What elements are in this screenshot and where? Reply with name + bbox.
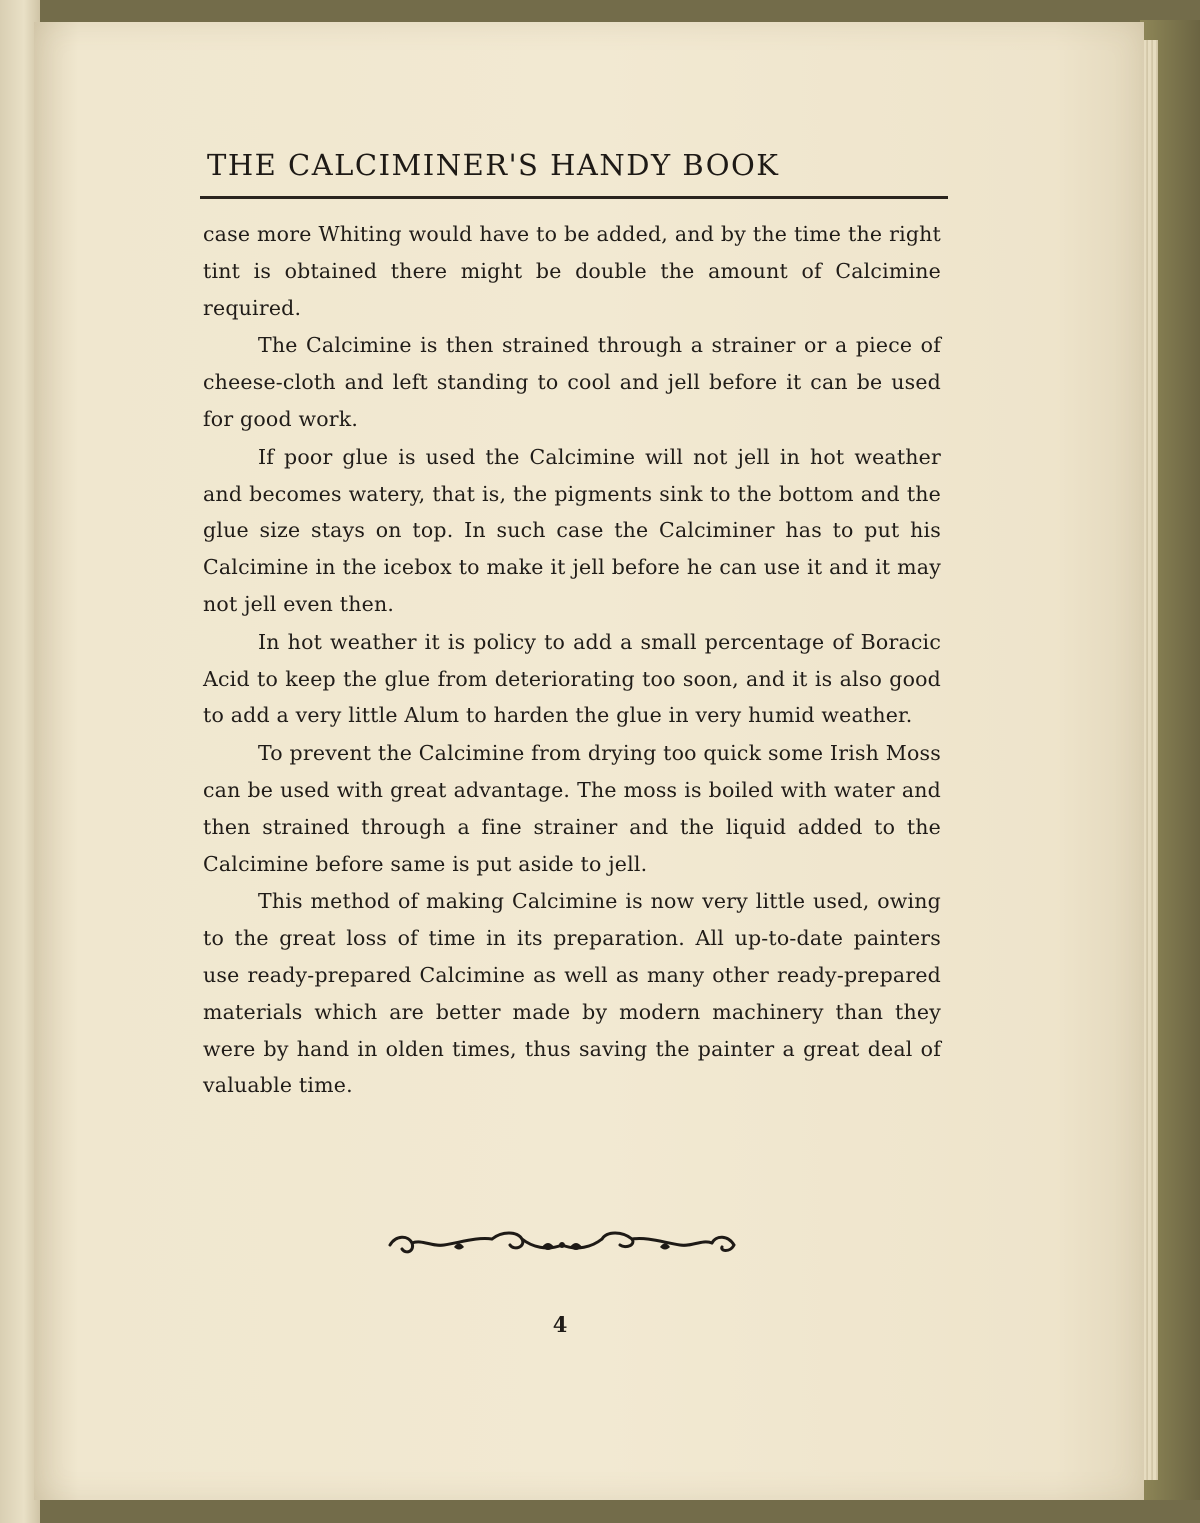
body-text bbox=[203, 216, 941, 1105]
running-head: THE CALCIMINER'S HANDY BOOK bbox=[207, 148, 780, 182]
paragraph-3: If poor glue is used the Calcimine will not jell in hot weather and becomes watery, that is, the pigments sink to the bottom and the glue size stays on top. In such case the Calciminer has to put his Calcimine in the icebox to make it jell before he can use it and it may not jell even then. bbox=[203, 444, 941, 616]
paragraph-2: The Calcimine is then strained through a strainer or a piece of cheese-cloth and left standing to cool and jell before it can be used for good work. bbox=[203, 333, 941, 431]
paragraph-5: To prevent the Calcimine from drying too quick some Irish Moss can be used with great advantage. The moss is boiled with water and then strained through a fine strainer and the liquid added to the Calcimine before same is put aside to jell. bbox=[203, 741, 941, 876]
paragraph-4: In hot weather it is policy to add a small percentage of Boracic Acid to keep the glue from deteriorating too soon, and it is also good to add a very little Alum to harden the glue in very humid weather. bbox=[203, 629, 941, 728]
paragraph-6: This method of making Calcimine is now very little used, owing to the great loss of time in its preparation. All up-to-date painters use ready-prepared Calcimine as well as many other ready-prepared materials which are better made by modern machinery than they were by hand in olden times, thus saving the painter a great deal of valuable time. bbox=[203, 889, 941, 1098]
ornament-flourish-icon bbox=[382, 1225, 742, 1265]
paragraph-1: case more Whiting would have to be added, and by the time the right tint is obtained there might be double the amount of Calcimine required. bbox=[203, 222, 941, 320]
header-rule bbox=[200, 196, 948, 199]
page-number: 4 bbox=[552, 1312, 568, 1337]
